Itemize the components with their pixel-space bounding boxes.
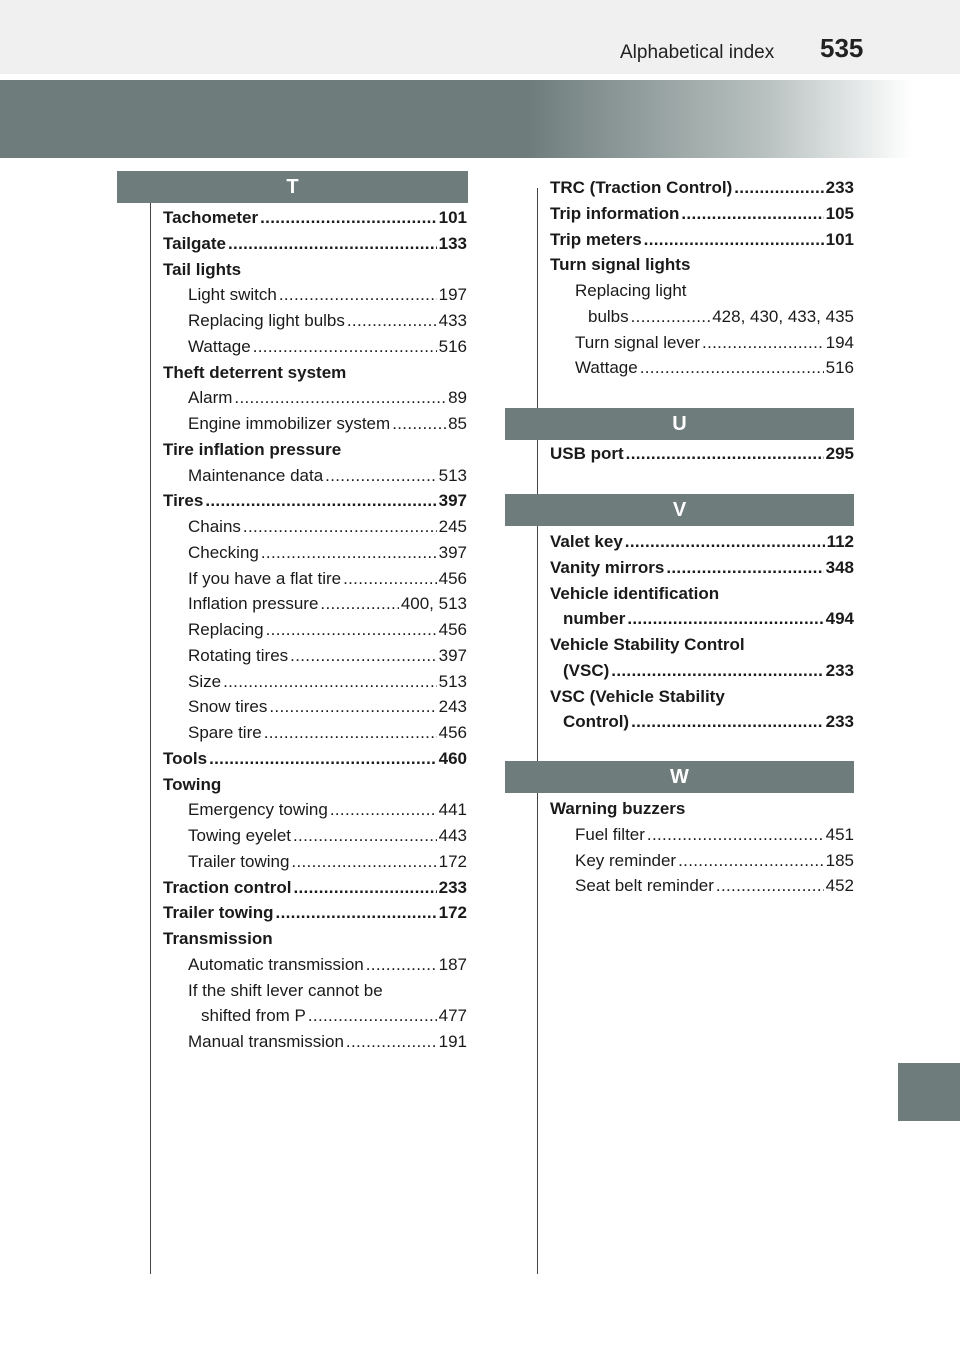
index-entry (163, 772, 467, 798)
entry-text: Tachometer (163, 208, 259, 227)
index-entry (550, 796, 854, 822)
leader-dots (623, 529, 825, 555)
index-entry (163, 205, 467, 231)
index-entry (163, 617, 467, 643)
index-entry (163, 411, 467, 437)
entry-text: Control) (563, 712, 630, 732)
entry-text: (VSC) (563, 660, 610, 680)
section-header-w: W (505, 761, 854, 793)
entry-text: Spare tire (188, 723, 262, 742)
index-entry (163, 823, 467, 849)
chapter-tab (898, 1063, 960, 1121)
entry-page-ref: 172 (438, 851, 467, 871)
entry-page-ref: 456 (438, 620, 467, 639)
entry-text: Valet key (550, 532, 623, 551)
index-entry (163, 720, 467, 746)
leader-dots (642, 227, 824, 253)
left-column-rule (150, 188, 151, 1274)
index-entry (163, 694, 467, 720)
entry-text: Traction control (163, 877, 292, 897)
leader-dots (664, 555, 823, 581)
entry-page-ref: 101 (825, 229, 854, 249)
right-column-rule (537, 188, 538, 1274)
index-entry (550, 658, 854, 684)
entry-text: Vanity mirrors (550, 557, 665, 577)
entry-text: Tools (163, 748, 208, 768)
entry-page-ref: 441 (438, 800, 467, 820)
entry-text: Alarm (188, 388, 233, 408)
entry-text: Checking (188, 542, 259, 562)
leader-dots (207, 746, 437, 772)
section-header-t: T (117, 171, 468, 203)
leader-dots (732, 175, 823, 201)
index-entry (163, 360, 467, 386)
entry-page-ref: 477 (438, 1006, 467, 1026)
entry-text: Wattage (188, 336, 251, 356)
entry-page-ref: 89 (448, 388, 467, 408)
leader-dots (714, 873, 824, 899)
entry-text: Maintenance data (188, 465, 324, 485)
index-entry (163, 797, 467, 823)
entry-page-ref: 233 (438, 877, 467, 897)
leader-dots (277, 282, 437, 308)
right-index-column-w (550, 796, 854, 899)
page-header-bar (0, 0, 960, 74)
entry-page-ref: 348 (825, 557, 854, 577)
index-entry (550, 175, 854, 201)
entry-text: Trailer towing (188, 851, 290, 871)
entry-page-ref: 513 (438, 671, 467, 691)
leader-dots (232, 385, 446, 411)
entry-text: Engine immobilizer system (188, 414, 391, 433)
index-entry (550, 709, 854, 735)
entry-text: Inflation pressure (188, 594, 319, 614)
entry-text: Snow tires (188, 697, 268, 717)
leader-dots (679, 201, 823, 227)
index-entry (163, 591, 467, 617)
entry-text: Manual transmission (188, 1032, 344, 1051)
entry-page-ref: 460 (438, 748, 467, 768)
index-entry (163, 463, 467, 489)
index-entry (163, 257, 467, 283)
index-entry (550, 304, 854, 330)
index-entry (550, 529, 854, 555)
leader-dots (259, 540, 437, 566)
entry-text: Light switch (188, 285, 277, 305)
page-number: 535 (820, 33, 864, 63)
entry-page-ref: 185 (825, 850, 854, 870)
entry-text: Turn signal lever (575, 332, 701, 352)
leader-dots (318, 591, 398, 617)
leader-dots (221, 669, 437, 695)
entry-page-ref: 397 (438, 491, 467, 511)
entry-text: Tail lights (163, 259, 242, 279)
entry-text: Towing eyelet (188, 826, 292, 845)
entry-page-ref: 112 (826, 532, 854, 551)
leader-dots (226, 231, 437, 257)
entry-text: Trip information (550, 203, 680, 223)
index-entry (163, 231, 467, 257)
entry-text: Fuel filter (575, 824, 645, 844)
leader-dots (258, 205, 437, 231)
leader-dots (341, 566, 437, 592)
entry-text: Key reminder (575, 850, 677, 870)
entry-text: Wattage (575, 358, 638, 378)
leader-dots (624, 441, 824, 467)
entry-page-ref: 233 (825, 178, 854, 197)
header-banner (0, 80, 960, 158)
leader-dots (323, 463, 436, 489)
entry-text: number (563, 609, 626, 629)
index-entry (163, 978, 467, 1004)
index-entry (163, 540, 467, 566)
entry-text: Turn signal lights (550, 255, 691, 275)
entry-page-ref: 133 (438, 233, 467, 253)
entry-page-ref: 397 (438, 542, 467, 562)
leader-dots (629, 304, 711, 330)
index-entry (163, 900, 467, 926)
leader-dots (345, 308, 437, 334)
entry-page-ref: 516 (438, 336, 467, 356)
entry-text: bulbs (588, 306, 629, 326)
entry-page-ref: 456 (438, 568, 467, 588)
index-entry (163, 308, 467, 334)
entry-text: Tailgate (163, 233, 226, 253)
entry-text: Tire inflation pressure (163, 439, 342, 459)
entry-text: Rotating tires (188, 645, 289, 665)
index-entry (163, 437, 467, 463)
index-entry (163, 1029, 467, 1055)
index-entry (550, 606, 854, 632)
index-entry (163, 566, 467, 592)
section-header-u: U (505, 408, 854, 440)
entry-page-ref: 243 (438, 697, 467, 717)
entry-page-ref: 397 (438, 645, 467, 665)
section-header-v: V (505, 494, 854, 526)
entry-text: Size (188, 671, 222, 691)
entry-page-ref: 101 (438, 208, 467, 227)
entry-text: Trailer towing (163, 903, 274, 923)
entry-text: Vehicle Stability Control (550, 635, 745, 654)
entry-page-ref: 85 (448, 414, 467, 433)
index-entry (550, 330, 854, 356)
leader-dots (203, 488, 436, 514)
entry-page-ref: 494 (825, 609, 854, 629)
entry-text: Theft deterrent system (163, 362, 347, 382)
entry-page-ref: 452 (825, 876, 854, 896)
index-entry (163, 952, 467, 978)
entry-text: If you have a flat tire (188, 568, 342, 588)
index-entry (163, 334, 467, 360)
entry-page-ref: 516 (825, 358, 854, 378)
entry-text: TRC (Traction Control) (550, 178, 733, 197)
index-entry (550, 355, 854, 381)
index-entry (550, 278, 854, 304)
entry-text: Trip meters (550, 229, 642, 249)
leader-dots (264, 617, 437, 643)
entry-page-ref: 233 (825, 660, 854, 680)
leader-dots (625, 606, 823, 632)
right-index-column-v (550, 529, 854, 735)
leader-dots (638, 355, 824, 381)
leader-dots (288, 643, 436, 669)
entry-page-ref: 172 (438, 903, 467, 923)
index-entry (550, 873, 854, 899)
entry-text: Towing (163, 774, 222, 794)
entry-text: USB port (550, 444, 624, 463)
leader-dots (241, 514, 437, 540)
index-entry (163, 746, 467, 772)
entry-page-ref: 295 (825, 444, 854, 463)
entry-page-ref: 233 (825, 712, 854, 732)
entry-text: Emergency towing (188, 800, 328, 820)
entry-page-ref: 191 (438, 1032, 467, 1051)
entry-page-ref: 451 (825, 824, 854, 844)
leader-dots (645, 822, 824, 848)
right-index-column-t (550, 175, 854, 381)
entry-page-ref: 194 (825, 332, 854, 352)
index-entry (163, 849, 467, 875)
entry-page-ref: 443 (438, 826, 467, 845)
leader-dots (390, 411, 446, 437)
leader-dots (306, 1003, 437, 1029)
index-entry (550, 581, 854, 607)
entry-text: shifted from P (201, 1006, 306, 1026)
index-entry (163, 875, 467, 901)
index-entry (550, 822, 854, 848)
leader-dots (274, 900, 437, 926)
entry-text: Seat belt reminder (575, 876, 714, 896)
entry-page-ref: 187 (438, 954, 467, 974)
leader-dots (676, 848, 824, 874)
leader-dots (609, 658, 823, 684)
left-index-column (163, 205, 467, 1055)
leader-dots (344, 1029, 437, 1055)
entry-text: Replacing (188, 620, 264, 639)
index-entry (163, 488, 467, 514)
leader-dots (267, 694, 436, 720)
leader-dots (289, 849, 436, 875)
entry-page-ref: 513 (438, 465, 467, 485)
index-entry (550, 252, 854, 278)
index-entry (163, 385, 467, 411)
entry-page-ref: 428, 430, 433, 435 (712, 306, 854, 326)
entry-page-ref: 105 (825, 203, 854, 223)
index-entry (163, 1003, 467, 1029)
index-entry (550, 848, 854, 874)
entry-text: VSC (Vehicle Stability (550, 686, 725, 706)
leader-dots (629, 709, 824, 735)
entry-text: If the shift lever cannot be (188, 980, 383, 1000)
index-entry (550, 632, 854, 658)
index-entry (550, 684, 854, 710)
entry-page-ref: 400, 513 (400, 594, 467, 614)
index-entry (163, 643, 467, 669)
leader-dots (700, 330, 824, 356)
leader-dots (291, 823, 437, 849)
index-entry (550, 441, 854, 467)
index-entry (550, 227, 854, 253)
entry-text: Vehicle identification (550, 583, 720, 603)
entry-page-ref: 197 (438, 285, 467, 305)
right-index-column-u (550, 441, 854, 467)
leader-dots (291, 875, 436, 901)
entry-text: Replacing light (575, 281, 687, 300)
entry-text: Transmission (163, 929, 273, 948)
index-entry (163, 514, 467, 540)
entry-text: Replacing light bulbs (188, 311, 345, 330)
header-title: Alphabetical index (620, 42, 775, 63)
leader-dots (328, 797, 437, 823)
index-entry (163, 669, 467, 695)
entry-page-ref: 245 (438, 517, 467, 536)
leader-dots (251, 334, 437, 360)
index-entry (163, 282, 467, 308)
entry-text: Warning buzzers (550, 799, 686, 818)
index-entry (550, 555, 854, 581)
index-entry (163, 926, 467, 952)
leader-dots (364, 952, 437, 978)
entry-text: Automatic transmission (188, 954, 364, 974)
entry-text: Chains (188, 517, 241, 536)
index-entry (550, 201, 854, 227)
leader-dots (262, 720, 437, 746)
entry-page-ref: 456 (438, 723, 467, 742)
entry-text: Tires (163, 491, 204, 511)
entry-page-ref: 433 (438, 311, 467, 330)
